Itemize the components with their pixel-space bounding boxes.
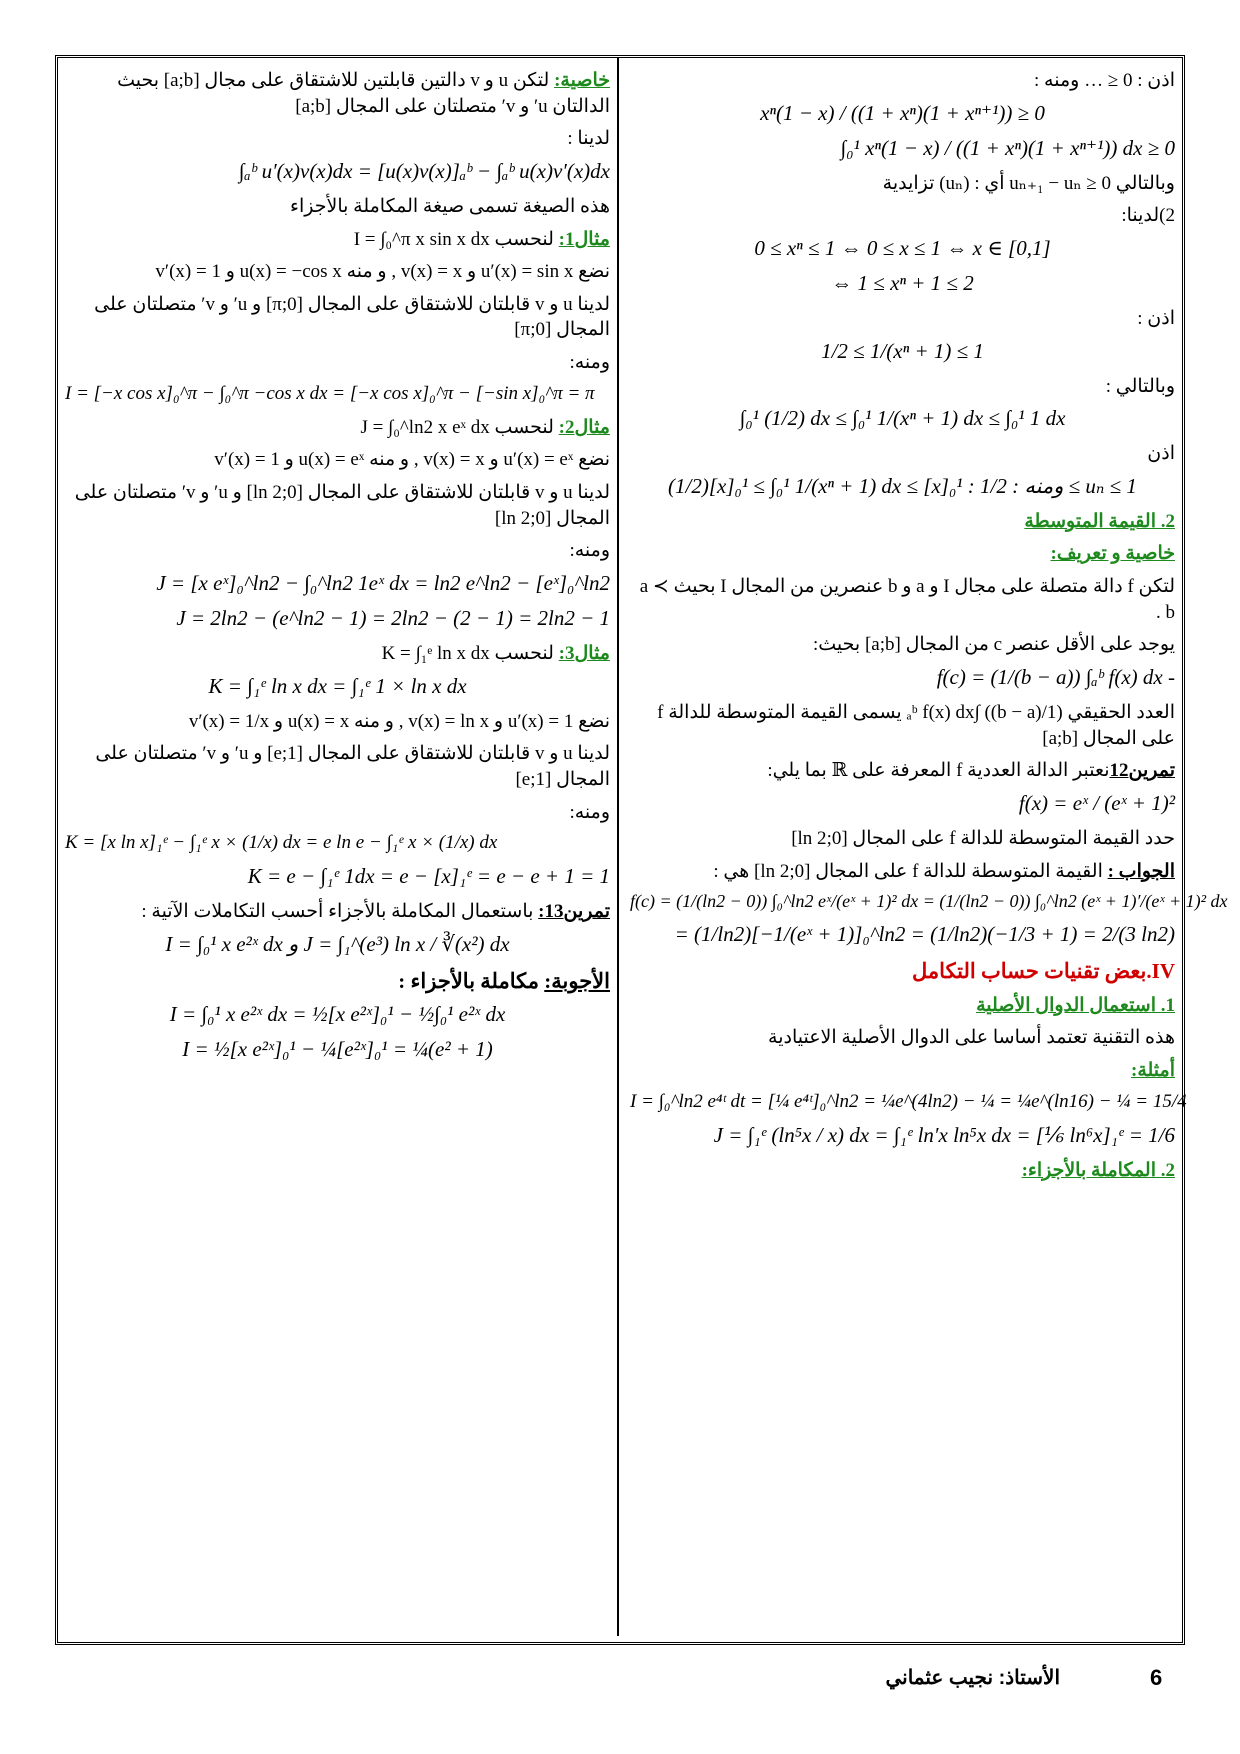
example-1-cond: لدينا u و v قابلتان للاشتقاق على المجال [0;π] و u′ و v′ متصلتان على المجال [0;π] xyxy=(94,293,610,341)
example-1-then: ومنه: xyxy=(569,352,610,374)
r9-text: لتكن f دالة متصلة على مجال I و a و b عنصرين من المجال I بحيث a ≺ b . xyxy=(639,576,1175,623)
section-2-title: 2. القيمة المتوسطة xyxy=(1024,510,1175,532)
answers-math-2: I = ½[x e²ˣ]₀¹ − ¼[e²ˣ]₀¹ = ¼(e² + 1) xyxy=(182,1037,493,1062)
section-2-subtitle: خاصية و تعريف: xyxy=(1050,543,1175,565)
example-2-text: لنحسب J = ∫₀^ln2 x eˣ dx xyxy=(360,416,554,438)
property-name: هذه الصيغة تسمى صيغة المكاملة بالأجزاء xyxy=(290,195,610,217)
r1-text: اذن : 0 ≤ … ومنه : xyxy=(1034,70,1175,91)
example-2-math-2: J = 2ln2 − (e^ln2 − 1) = 2ln2 − (2 − 1) = 2ln2 − 1 xyxy=(176,605,610,630)
section-4-1-text: هذه التقنية تعتمد أساسا على الدوال الأصلية الاعتيادية xyxy=(768,1027,1175,1049)
r7-math: ∫₀¹ (1/2) dx ≤ ∫₀¹ 1/(xⁿ + 1) dx ≤ ∫₀¹ 1 dx xyxy=(739,406,1066,431)
example-1-math: I = [−x cos x]₀^π − ∫₀^π −cos x dx = [−x cos x]₀^π − [−sin x]₀^π = π xyxy=(65,382,595,404)
examples-label: أمثلة: xyxy=(1131,1059,1175,1081)
section-4-2-title: 2. المكاملة بالأجزاء: xyxy=(1021,1159,1175,1181)
property-have: لدينا : xyxy=(567,128,610,150)
exercise-12-question: حدد القيمة المتوسطة للدالة f على المجال [0;ln 2] xyxy=(791,827,1175,849)
section-4-1-title: 1. استعمال الدوال الأصلية xyxy=(976,994,1175,1016)
exercise-12-label: تمرين12 xyxy=(1109,760,1175,782)
exercise-13-label: تمرين13: xyxy=(538,901,610,923)
example-3-cond: لدينا u و v قابلتان للاشتقاق على المجال [1;e] و u′ و v′ متصلتان على المجال [1;e] xyxy=(95,743,610,790)
answer-label: الجواب : xyxy=(1107,860,1175,882)
r8-text: اذن xyxy=(1147,443,1175,465)
r10-text: يوجد على الأقل عنصر c من المجال [a;b] بحيث: xyxy=(812,634,1175,656)
r3-text: وبالتالي 0 ≤ uₙ₊₁ − uₙ أي : (uₙ) تزايدية xyxy=(882,172,1175,194)
section-4-title: IV.بعض تقنيات حساب التكامل xyxy=(912,959,1175,984)
answer-math-1: f(c) = (1/(ln2 − 0)) ∫₀^ln2 eˣ/(eˣ + 1)² dx = (1/(ln2 − 0)) ∫₀^ln2 (eˣ + 1)′/(eˣ + 1)² dx xyxy=(630,891,1228,912)
example-1-label: مثال1: xyxy=(558,228,610,250)
example-I-math: I = ∫₀^ln2 e⁴ᵗ dt = [¼ e⁴ᵗ]₀^ln2 = ¼e^(4ln2) − ¼ = ¼e^(ln16) − ¼ = 15/4 xyxy=(630,1090,1187,1112)
r5-math: ⇔ 1 ≤ xⁿ + 1 ≤ 2 xyxy=(831,270,974,295)
example-1-text: لنحسب I = ∫₀^π x sin x dx xyxy=(353,228,554,250)
example-1-set: نضع u′(x) = sin x و v(x) = x , و منه u(x) = −cos x و v′(x) = 1 xyxy=(155,261,610,283)
property-label: خاصية: xyxy=(554,70,610,91)
exercise-12-text: نعتبر الدالة العددية f المعرفة على ℝ بما يلي: xyxy=(767,760,1110,782)
r6-math: 1/2 ≤ 1/(xⁿ + 1) ≤ 1 xyxy=(821,338,984,363)
r8-math: (1/2)[x]₀¹ ≤ ∫₀¹ 1/(xⁿ + 1) dx ≤ [x]₀¹ : ومنه : 1/2 ≤ uₙ ≤ 1 xyxy=(668,473,1137,498)
r1-math: xⁿ(1 − x) / ((1 + xⁿ)(1 + xⁿ⁺¹)) ≥ 0 xyxy=(760,100,1045,125)
r10-math: f(c) = (1/(b − a)) ∫ₐᵇ f(x) dx - xyxy=(936,665,1175,690)
answer-math-2: = (1/ln2)[−1/(eˣ + 1)]₀^ln2 = (1/ln2)(−1/3 + 1) = 2/(3 ln2) xyxy=(674,922,1175,947)
footer-author: الأستاذ: نجيب عثماني xyxy=(885,1667,1060,1689)
page-number: 6 xyxy=(1150,1665,1163,1690)
example-3-text: لنحسب K = ∫₁ᵉ ln x dx xyxy=(381,642,554,664)
example-3-label: مثال3: xyxy=(558,642,610,664)
answers-label: الأجوبة: xyxy=(544,968,610,993)
exercise-12-math: f(x) = eˣ / (eˣ + 1)² xyxy=(1018,790,1175,815)
property-math: ∫ₐᵇ u′(x)v(x)dx = [u(x)v(x)]ₐᵇ − ∫ₐᵇ u(x)v′(x)dx xyxy=(238,158,610,183)
r4-math: 0 ≤ xⁿ ≤ 1 ⇔ 0 ≤ x ≤ 1 ⇔ x ∈ [0,1] xyxy=(754,235,1051,260)
answers-math-1: I = ∫₀¹ x e²ˣ dx = ½[x e²ˣ]₀¹ − ½∫₀¹ e²ˣ dx xyxy=(169,1002,506,1027)
example-3-then: ومنه: xyxy=(569,801,610,823)
right-column xyxy=(630,68,1228,1190)
exercise-13-text: باستعمال المكاملة بالأجزاء أحسب التكاملات الآتية : xyxy=(141,901,534,923)
example-2-cond: لدينا u و v قابلتان للاشتقاق على المجال [0;ln 2] و u′ و v′ متصلتان على المجال [0;ln 2] xyxy=(74,482,610,529)
example-2-then: ومنه: xyxy=(569,540,610,562)
column-divider xyxy=(617,58,619,1636)
example-3-math-0: K = ∫₁ᵉ ln x dx = ∫₁ᵉ 1 × ln x dx xyxy=(208,673,467,698)
example-2-set: نضع u′(x) = eˣ و v(x) = x , و منه u(x) = eˣ و v′(x) = 1 xyxy=(214,449,610,471)
example-2-math-1: J = [x eˣ]₀^ln2 − ∫₀^ln2 1eˣ dx = ln2 e^ln2 − [eˣ]₀^ln2 xyxy=(156,570,610,595)
r2-math: ∫₀¹ xⁿ(1 − x) / ((1 + xⁿ)(1 + xⁿ⁺¹)) dx ≥ 0 xyxy=(840,135,1175,160)
r7-text: وبالتالي : xyxy=(1105,375,1175,397)
left-column xyxy=(65,68,610,1072)
answers-subtitle: مكاملة بالأجزاء : xyxy=(398,968,539,993)
example-3-math-1: K = [x ln x]₁ᵉ − ∫₁ᵉ x × (1/x) dx = e ln e − ∫₁ᵉ x × (1/x) dx xyxy=(65,832,498,854)
answer-text: القيمة المتوسطة للدالة f على المجال [0;ln 2] هي : xyxy=(713,860,1103,882)
example-3-math-2: K = e − ∫₁ᵉ 1dx = e − [x]₁ᵉ = e − e + 1 = 1 xyxy=(247,864,610,889)
example-J-math: J = ∫₁ᵉ (ln⁵x / x) dx = ∫₁ᵉ ln′x ln⁵x dx = [⅙ ln⁶x]₁ᵉ = 1/6 xyxy=(713,1122,1175,1147)
r11-text: العدد الحقيقي (1/(b − a)) ∫ₐᵇ f(x) dx يسمى القيمة المتوسطة للدالة f على المجال [a;b] xyxy=(657,702,1175,749)
example-2-label: مثال2: xyxy=(558,416,610,438)
r6-text: اذن : xyxy=(1137,307,1175,329)
exercise-13-math: I = ∫₀¹ x e²ˣ dx و J = ∫₁^(e³) ln x / ∛(x²) dx xyxy=(165,931,510,956)
example-3-set: نضع u′(x) = 1 و v(x) = ln x , و منه u(x) = x و v′(x) = 1/x xyxy=(188,710,610,732)
r4-text: 2)لدينا: xyxy=(1121,205,1175,227)
property-text: لتكن u و v دالتين قابلتين للاشتقاق على مجال [a;b] بحيث الدالتان u′ و v′ متصلتان على المجال [a;b] xyxy=(117,70,610,117)
